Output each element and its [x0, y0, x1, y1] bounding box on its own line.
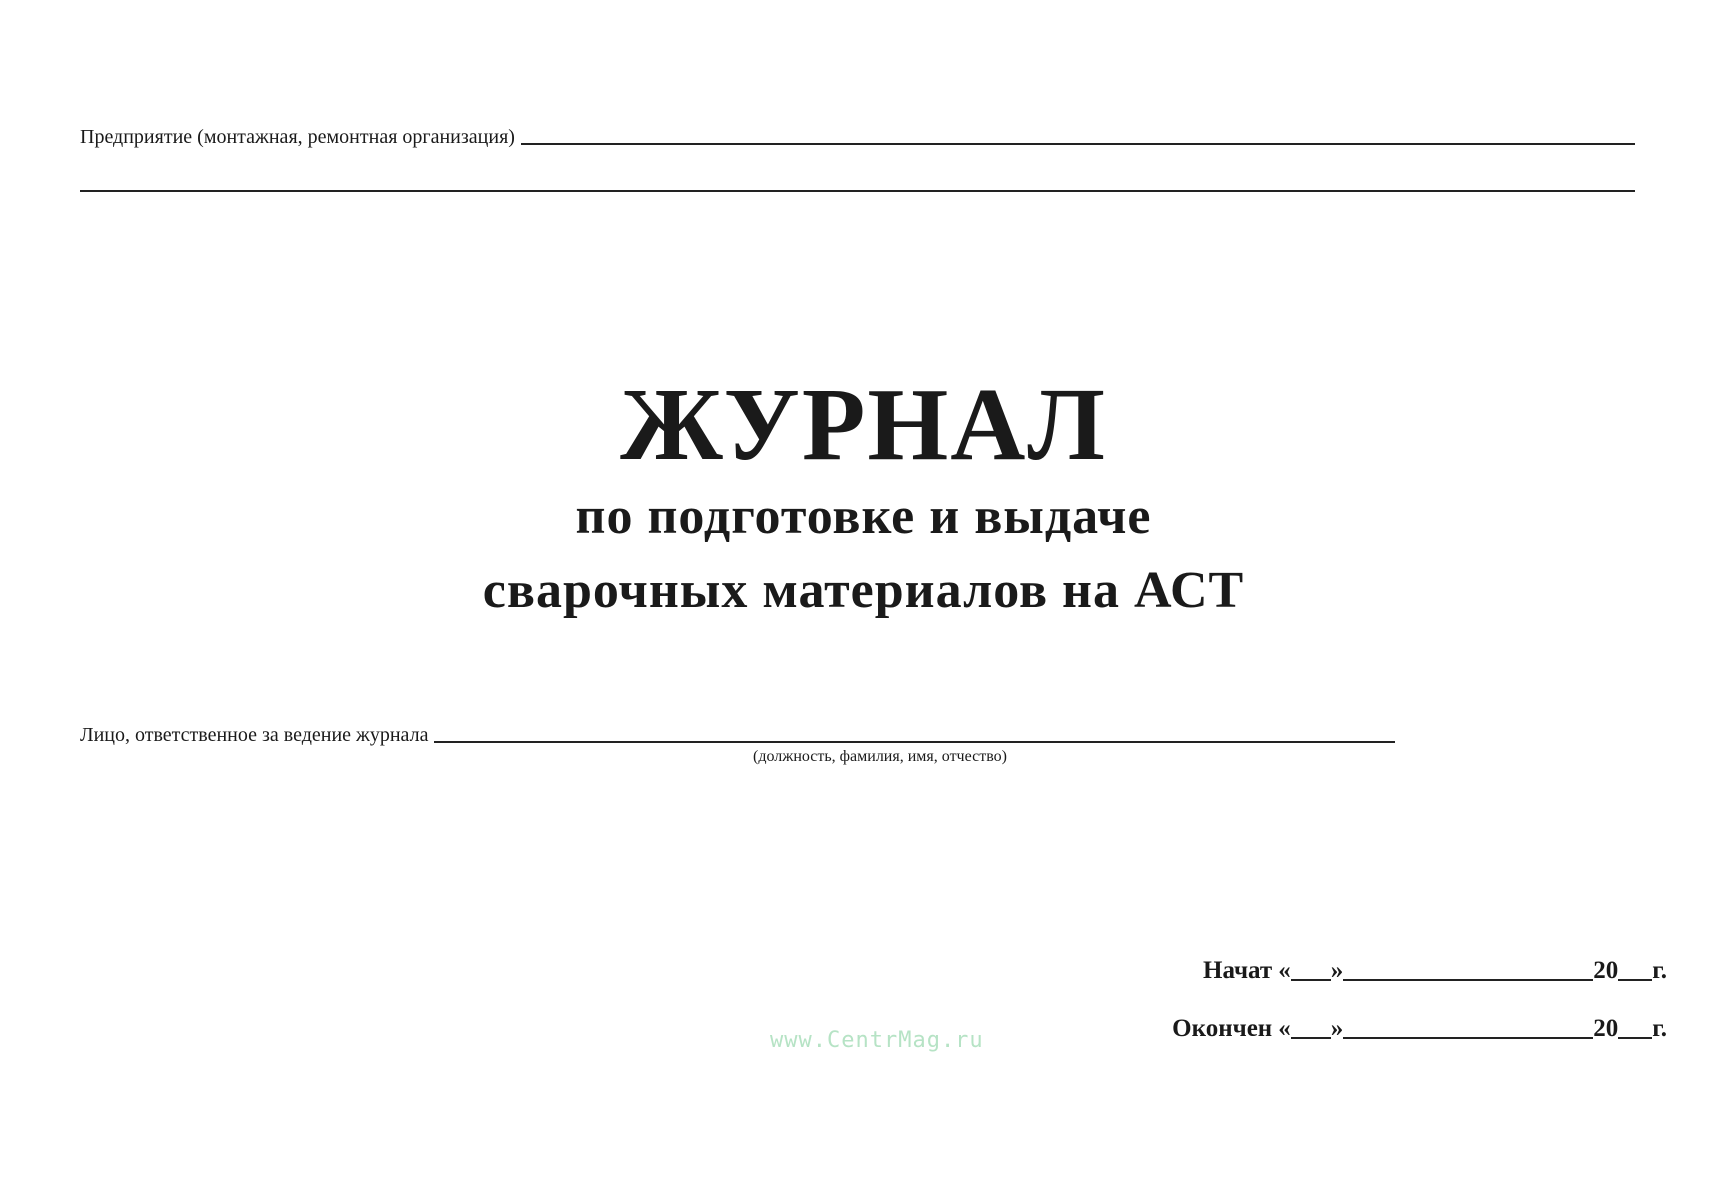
start-date-label: Начат: [1203, 957, 1273, 984]
title-block: [0, 367, 1727, 628]
watermark: www.CentrMag.ru: [770, 1028, 984, 1053]
enterprise-field: [80, 118, 1635, 148]
open-quote: «: [1278, 1015, 1291, 1042]
year-prefix: 20: [1593, 957, 1619, 984]
close-quote: »: [1330, 957, 1344, 984]
responsible-label: Лицо, ответственное за ведение журнала: [80, 724, 429, 746]
start-month-blank: [1343, 979, 1593, 981]
page-subtitle-line2: сварочных материалов на АСТ: [482, 562, 1245, 619]
end-date-row: [1172, 1013, 1667, 1043]
end-month-blank: [1343, 1037, 1593, 1039]
year-suffix: г.: [1652, 957, 1667, 984]
start-date-row: [1203, 955, 1667, 985]
close-quote: »: [1330, 1015, 1344, 1042]
open-quote: «: [1278, 957, 1291, 984]
end-year-blank: [1618, 1037, 1652, 1039]
start-day-blank: [1291, 979, 1331, 981]
responsible-field: [80, 718, 1395, 746]
responsible-caption: (должность, фамилия, имя, отчество): [753, 748, 1007, 765]
responsible-input-line: [434, 741, 1395, 743]
enterprise-continuation-line: [80, 190, 1635, 192]
end-day-blank: [1291, 1037, 1331, 1039]
end-date-label: Окончен: [1172, 1015, 1273, 1042]
enterprise-input-line: [521, 143, 1635, 145]
page-title: ЖУРНАЛ: [620, 367, 1107, 482]
start-year-blank: [1618, 979, 1652, 981]
year-prefix: 20: [1593, 1015, 1619, 1042]
page-subtitle-line1: по подготовке и выдаче: [575, 488, 1152, 545]
year-suffix: г.: [1652, 1015, 1667, 1042]
enterprise-label: Предприятие (монтажная, ремонтная организация): [80, 126, 515, 148]
